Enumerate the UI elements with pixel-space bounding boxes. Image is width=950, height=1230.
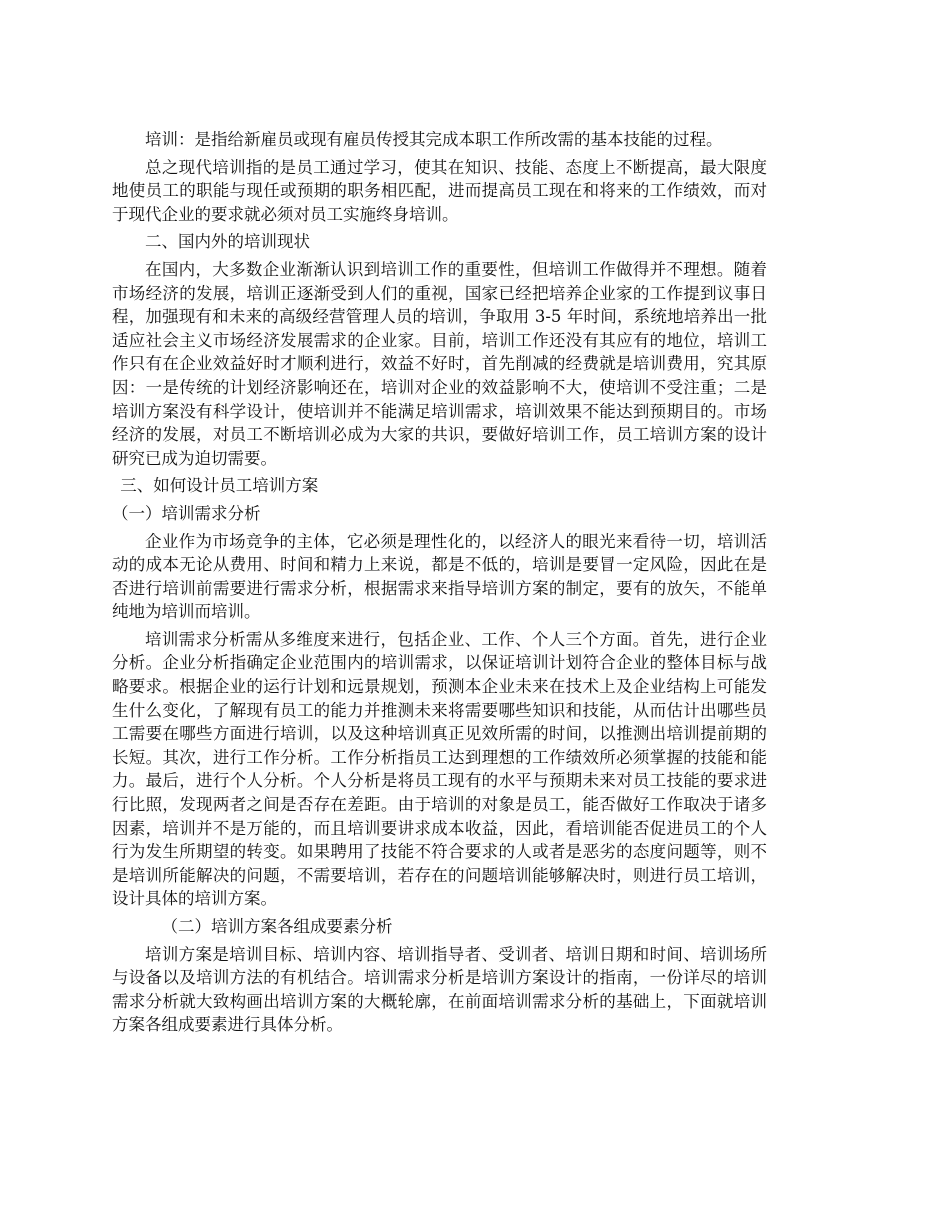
paragraph-analysis-dimensions: 培训需求分析需从多维度来进行，包括企业、工作、个人三个方面。首先，进行企业分析。企业分析指确定企业范围内的培训需求，以保证培训计划符合企业的整体目标与战略要求。根据企业的运行计划和远景规划，预测本企业未来在技术上及企业结构上可能发生什么变化，了解现有员工的能力并推测未来将需要哪些知识和技能，从而估计出哪些员工需要在哪些方面进行培训，以及这种培训真正见效所需的时间，以推测出培训提前期的长短。其次，进行工作分析。工作分析指员工达到理想的工作绩效所必须掌握的技能和能力。最后，进行个人分析。个人分析是将员工现有的水平与预期未来对员工技能的要求进行比照，发现两者之间是否存在差距。由于培训的对象是员工，能否做好工作取决于诸多因素，培训并不是万能的，而且培训要讲求成本收益，因此，看培训能否促进员工的个人行为发生所期望的转变。如果聘用了技能不符合要求的人或者是恶劣的态度问题等，则不是培训所能解决的问题，不需要培训，若存在的问题培训能够解决时，则进行员工培训，设计具体的培训方案。 [112,629,767,909]
subsection-heading-1: （一）培训需求分析 [112,503,261,523]
paragraph-summary: 总之现代培训指的是员工通过学习，使其在知识、技能、态度上不断提高，最大限度地使员工的职能与现任或预期的职务相匹配，进而提高员工现在和将来的工作绩效，而对于现代企业的要求就必须对员工实施终身培训。 [112,157,767,224]
paragraph-needs-analysis: 企业作为市场竞争的主体，它必须是理性化的，以经济人的眼光来看待一切，培训活动的成本无论从费用、时间和精力上来说，都是不低的，培训是要冒一定风险，因此在是否进行培训前需要进行需求分析，根据需求来指导培训方案的制定，要有的放矢，不能单纯地为培训而培训。 [112,531,767,622]
section-heading-2: 二、国内外的培训现状 [145,232,310,252]
paragraph-definition: 培训：是指给新雇员或现有雇员传授其完成本职工作所改需的基本技能的过程。 [145,130,723,149]
document-body [112,128,767,1041]
paragraph-plan-elements: 培训方案是培训目标、培训内容、培训指导者、受训者、培训日期和时间、培训场所与设备以及培训方法的有机结合。培训需求分析是培训方案设计的指南，一份详尽的培训需求分析就大致构画出培训方案的大概轮廓，在前面培训需求分析的基础上，下面就培训方案各组成要素进行具体分析。 [112,944,767,1035]
subsection-heading-2: （二）培训方案各组成要素分析 [161,917,393,936]
paragraph-domestic-status: 在国内，大多数企业渐渐认识到培训工作的重要性，但培训工作做得并不理想。随着市场经济的发展，培训正逐渐受到人们的重视，国家已经把培养企业家的工作提到议事日程，加强现有和未来的高级经营管理人员的培训，争取用 3-5 年时间，系统地培养出一批适应社会主义市场经济发展需求的企业家。目前，培训工作还没有其应有的地位，培训工作只有在企业效益好时才顺利进行，效益不好时，首先削减的经费就是培训费用，究其原因：一是传统的计划经济影响还在，培训对企业的效益影响不大，使培训不受注重；二是培训方案没有科学设计，使培训并不能满足培训需求，培训效果不能达到预期目的。市场经济的发展，对员工不断培训必成为大家的共识，要做好培训工作，员工培训方案的设计研究已成为迫切需要。 [112,259,767,468]
section-heading-3: 三、如何设计员工培训方案 [120,476,319,496]
